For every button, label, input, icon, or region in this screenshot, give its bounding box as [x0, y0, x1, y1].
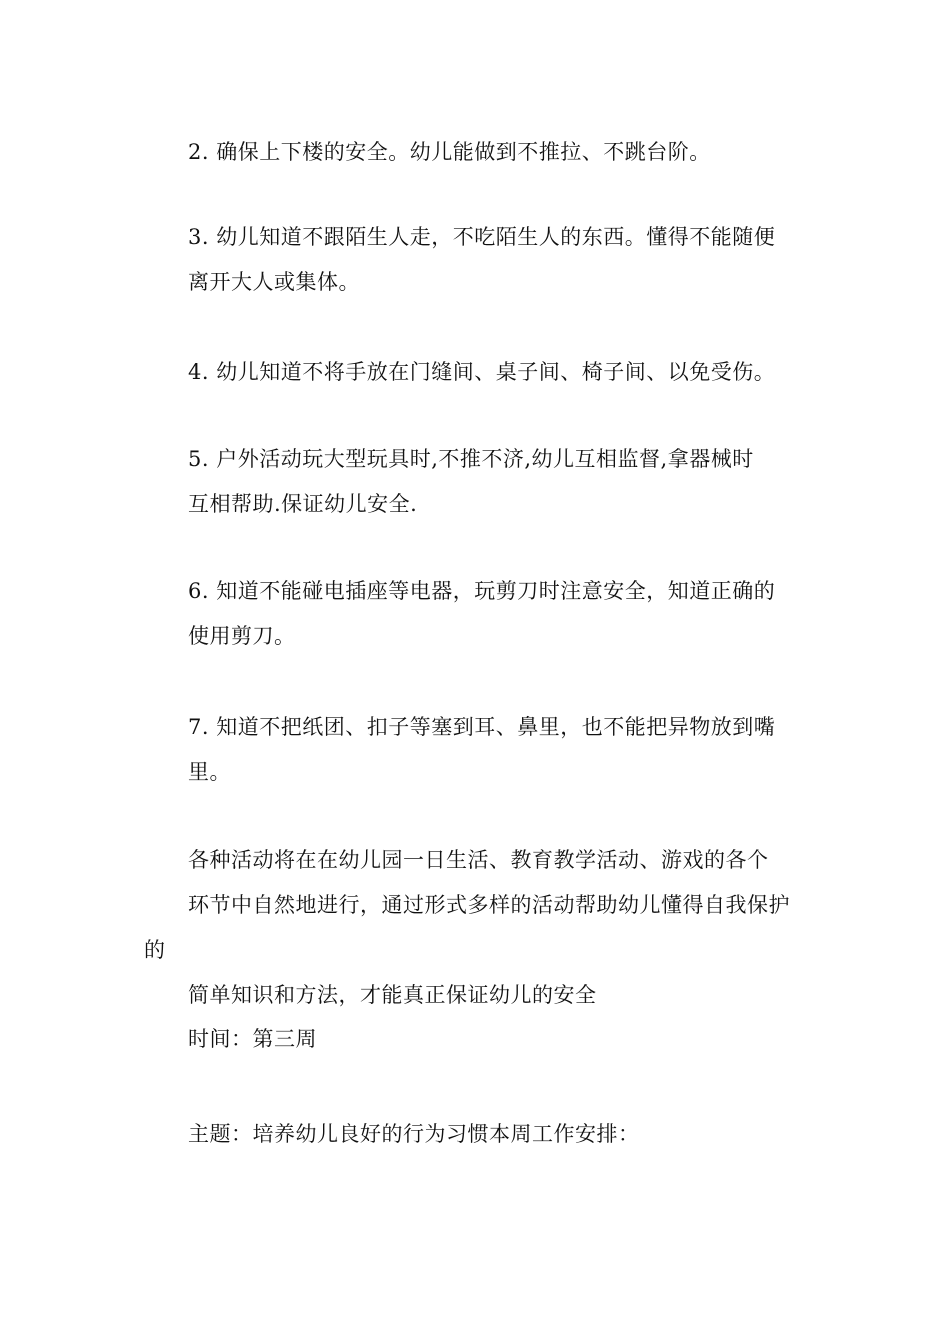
text-line: 环节中自然地进行，通过形式多样的活动帮助幼儿懂得自我保护的	[144, 893, 790, 962]
text-line: 3. 幼儿知道不跟陌生人走，不吃陌生人的东西。懂得不能随便	[188, 225, 776, 249]
text-line: 7. 知道不把纸团、扣子等塞到耳、鼻里，也不能把异物放到嘴	[188, 715, 776, 739]
text-line: 离开大人或集体。	[188, 270, 360, 294]
text-line: 简单知识和方法，才能真正保证幼儿的安全	[188, 983, 597, 1007]
paragraph-item-10	[144, 1112, 809, 1157]
paragraph-item-7	[144, 705, 809, 795]
text-line: 各种活动将在在幼儿园一日生活、教育教学活动、游戏的各个	[188, 848, 769, 872]
text-line: 5. 户外活动玩大型玩具时,不推不济,幼儿互相监督,拿器械时	[188, 447, 754, 471]
paragraph-item-5	[144, 437, 809, 527]
text-line: 4. 幼儿知道不将手放在门缝间、桌子间、椅子间、以免受伤。	[188, 360, 776, 384]
paragraph-item-3	[144, 215, 809, 305]
paragraph-item-6	[144, 569, 809, 659]
text-line: 2. 确保上下楼的安全。幼儿能做到不推拉、不跳台阶。	[188, 140, 711, 164]
text-line: 里。	[188, 760, 231, 784]
paragraph-item-2	[144, 130, 809, 175]
paragraph-item-9	[144, 1017, 809, 1062]
paragraph-item-4	[144, 350, 809, 395]
text-line: 主题：培养幼儿良好的行为习惯本周工作安排：	[188, 1122, 640, 1146]
text-line: 6. 知道不能碰电插座等电器，玩剪刀时注意安全，知道正确的	[188, 579, 776, 603]
paragraph-item-8	[144, 838, 809, 1018]
text-line: 时间：第三周	[188, 1027, 317, 1051]
text-line: 互相帮助.保证幼儿安全.	[188, 492, 418, 516]
text-line: 使用剪刀。	[188, 624, 296, 648]
